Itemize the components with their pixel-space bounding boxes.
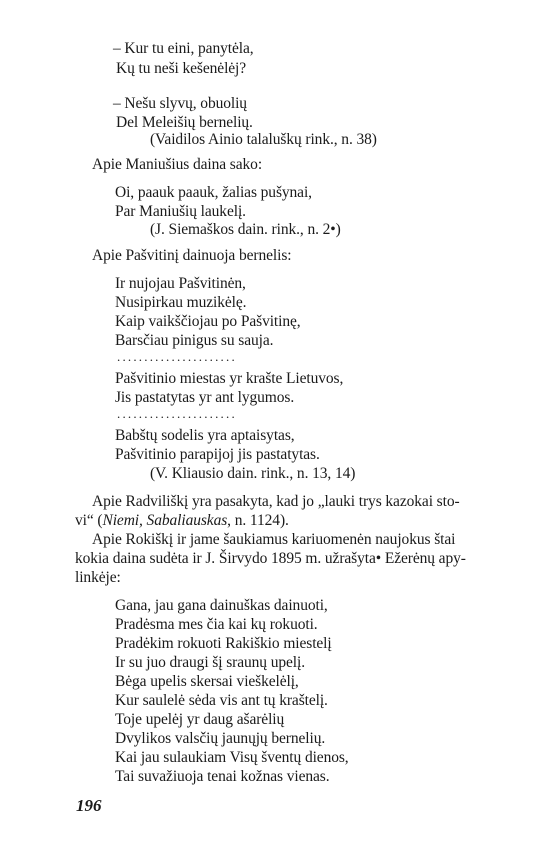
verse-line: Toje upelėj yr daug ašarėlių: [115, 711, 285, 728]
prose-line: Apie Radviliškį yra pasakyta, kad jo „lauki trys kazokai sto-: [92, 493, 460, 510]
verse-line: Ir su juo draugi šį sraunų upelį.: [115, 654, 305, 671]
verse-line: – Kur tu eini, panytėla,: [113, 40, 254, 57]
source-names: Niemi, Sabaliauskas: [102, 512, 228, 529]
page-number: 196: [76, 796, 102, 815]
verse-line: Del Meleišių bernelių.: [116, 114, 253, 131]
verse-line: Kų tu neši kešenėlėj?: [116, 60, 247, 77]
verse-line: Tai suvažiuoja tenai kožnas vienas.: [115, 768, 330, 785]
verse-line: Kur saulelė sėda vis ant tų kraštelį.: [115, 692, 328, 709]
verse-line: Kai jau sulaukiam Visų šventų dienos,: [115, 749, 349, 766]
prose-line: Apie Rokiškį ir jame šaukiamus kariuomenėn naujokus štai: [92, 531, 456, 548]
source-citation: (J. Siemaškos dain. rink., n. 2•): [150, 221, 341, 238]
verse-line: – Nešu slyvų, obuolių: [113, 95, 247, 112]
verse-line: Babštų sodelis yra aptaisytas,: [115, 427, 295, 444]
prose-line: Apie Maniušius daina sako:: [92, 156, 263, 173]
verse-line: Pašvitinio parapijoj jis pastatytas.: [115, 446, 320, 463]
verse-line: Jis pastatytas yr ant lygumos.: [115, 389, 295, 406]
verse-line: Bėga upelis skersai vieškelėlį,: [115, 673, 299, 690]
prose-line: Apie Pašvitinį dainuoja bernelis:: [92, 247, 292, 264]
prose-line: vi“ (Niemi, Sabaliauskas, n. 1124).: [75, 512, 289, 529]
source-citation: (Vaidilos Ainio talaluškų rink., n. 38): [150, 131, 377, 148]
verse-line: Nusipirkau muzikėlę.: [115, 294, 247, 311]
verse-line: Pašvitinio miestas yr krašte Lietuvos,: [115, 370, 344, 387]
verse-line: Dvylikos valsčių jaunųjų bernelių.: [115, 730, 326, 747]
verse-line: Gana, jau gana dainuškas dainuoti,: [115, 597, 328, 614]
omission-dots: ......................: [117, 406, 237, 421]
verse-line: Pradėkim rokuoti Rakiškio miestelį: [115, 635, 332, 652]
verse-line: Ir nujojau Pašvitinėn,: [115, 275, 246, 292]
omission-dots: ......................: [117, 349, 237, 364]
source-citation: (V. Kliausio dain. rink., n. 13, 14): [150, 465, 356, 482]
verse-line: Barsčiau pinigus su sauja.: [115, 332, 274, 349]
prose-line: linkėje:: [75, 569, 121, 586]
verse-line: Kaip vaikščiojau po Pašvitinę,: [115, 313, 301, 330]
verse-line: Pradėsma mes čia kai kų rokuoti.: [115, 616, 318, 633]
verse-line: Par Maniušių laukelį.: [115, 203, 246, 220]
prose-line: kokia daina sudėta ir J. Širvydo 1895 m. užrašyta• Ežerėnų apy-: [75, 550, 466, 567]
verse-line: Oi, paauk paauk, žalias pušynai,: [115, 184, 312, 201]
